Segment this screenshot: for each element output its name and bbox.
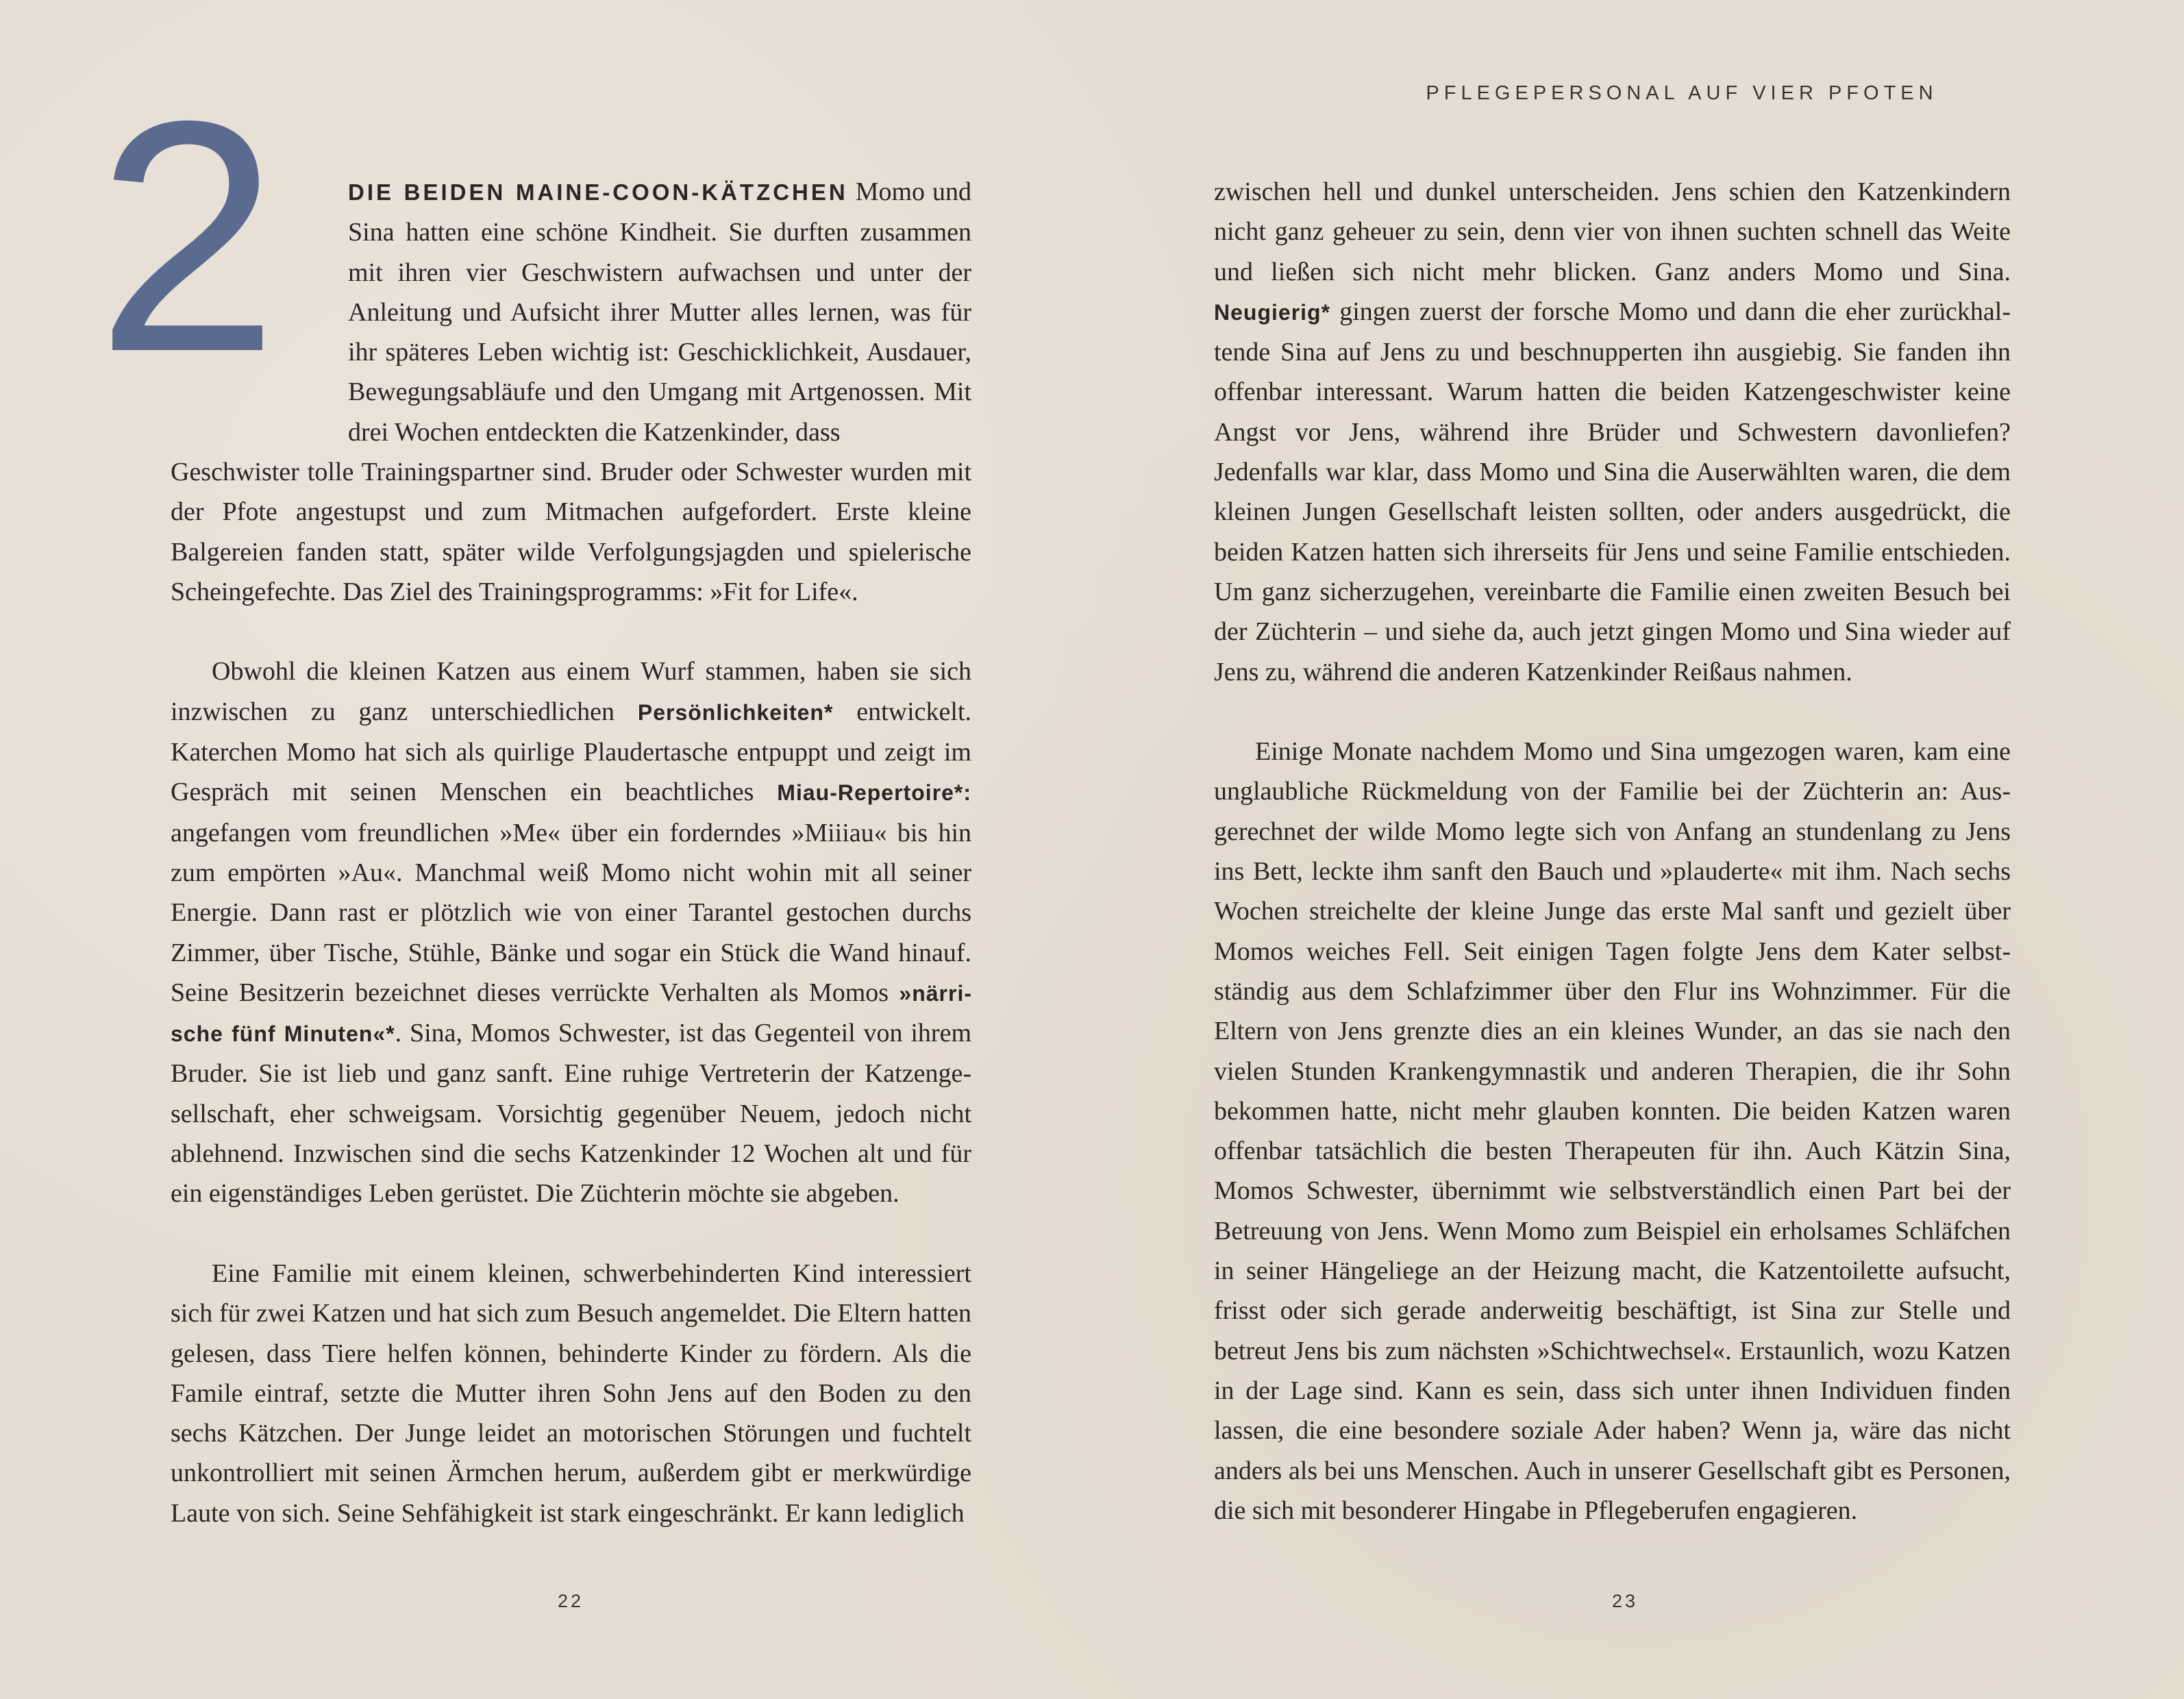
opening-paragraph bbox=[348, 172, 971, 452]
paragraph-2-text-c: angefangen vom freundlichen »Me« über ein forderndes »Miiiau« bis hin zum empörten »Au«. Manchmal weiß Momo nicht wohin mit all seiner Energie. Dann rast er plötzlich wie von einer Tarantel gestochen durchs Zimmer, über Tische, Stühle, Bänke und sogar ein Stück die Wand hinauf. Seine Besitzerin bezeichnet dieses verrückte Verhalten als Momos bbox=[171, 818, 971, 1007]
page-number-right: 23 bbox=[1611, 1591, 1639, 1611]
opening-text: Momo und Sina hatten eine schöne Kindheit. Sie durften zusammen mit ihren vier Geschwistern aufwachsen und unter der Anleitung und Aufsicht ihrer Mutter alles lernen, was für ihr späteres Leben wichtig ist: Geschicklichkeit, Ausdauer, Bewegungsabläufe und den Umgang mit Artgenossen. Mit drei Wochen entdeckten die Katzenkinder, dass bbox=[348, 177, 971, 447]
paragraph-4-text-a: zwischen hell und dunkel unterscheiden. Jens schien den Katzenkindern nicht ganz geheuer zu sein, denn vier von ihnen suchten schnell das Weite und ließen sich nicht mehr blicken. Ganz anders Momo und Sina. bbox=[1214, 177, 2011, 286]
paragraph-2-text-a: Obwohl die kleinen Katzen aus einem Wurf stammen, haben sie sich inzwischen zu ganz unterschiedlichen bbox=[171, 657, 971, 726]
paragraph-4 bbox=[1214, 172, 2011, 692]
paragraph-1-continued: Geschwister tolle Trainingspartner sind. Bruder oder Schwester wurden mit der Pfote angestupst und zum Mitmachen aufgefordert. Erste kleine Balgereien fanden statt, später wilde Verfolgungsjagden und spielerische Scheingefechte. Das Ziel des Trainingsprogramms: »Fit for Life«. bbox=[171, 458, 971, 606]
paragraph-3: Eine Familie mit einem kleinen, schwerbehinderten Kind interessiert sich für zwei Katzen und hat sich zum Besuch angemeldet. Die Eltern hatten gelesen, dass Tiere helfen können, behinderte Kinder zu fördern. Als die Famile eintraf, setzte die Mutter ihren Sohn Jens auf den Boden zu den sechs Kätzchen. Der Junge leidet an motorischen Störungen und fuchtelt unkontrolliert mit seinen Ärmchen herum, außerdem gibt er merkwürdige Laute von sich. Seine Sehfähigkeit ist stark eingeschränkt. Er kann lediglich bbox=[171, 1258, 971, 1528]
paragraph-2-text-b: entwickelt. Katerchen Momo hat sich als quirlige Plaudertasche entpuppt und zeigt im Gespräch mit seinen Menschen ein beachtliches bbox=[171, 697, 972, 807]
paragraph-2-text-d: . Sina, Momos Schwester, ist das Gegenteil von ihrem Bruder. Sie ist lieb und ganz sanft. Eine ruhige Vertreterin der Katzengesellschaft, eher schweigsam. Vorsichtig gegenüber Neuem, jedoch nicht ablehnend. Inzwischen sind die sechs Katzenkinder 12 Wochen alt und für ein eigenständiges Leben gerüstet. Die Züchterin möchte sie abgeben. bbox=[171, 1019, 971, 1208]
right-page bbox=[1092, 0, 2184, 1699]
keyword-miau-repertoire: Miau-Repertoire*: bbox=[777, 780, 971, 806]
opening-lead-in: DIE BEIDEN MAINE-COON-KÄTZCHEN bbox=[348, 179, 848, 205]
keyword-naerrische-fuenf-minuten: »närrische fünf Minuten«* bbox=[171, 980, 971, 1047]
keyword-persoenlichkeiten: Persönlichkeiten* bbox=[637, 699, 834, 725]
keyword-neugierig: Neugierig* bbox=[1214, 299, 1331, 325]
paragraph-5: Einige Monate nachdem Momo und Sina umgezogen waren, kam eine unglaubliche Rückmeldung von der Familie bei der Züchterin an: Ausgerechnet der wilde Momo legte sich von Anfang an stundenlang zu Jens ins Bett, leckte ihm sanft den Bauch und »plauderte« mit ihm. Nach sechs Wochen streichelte der kleine Junge das erste Mal sanft und gezielt über Momos weiches Fell. Seit einigen Tagen folgte Jens dem Kater selbstständig aus dem Schlafzimmer über den Flur ins Wohnzimmer. Für die Eltern von Jens grenzte dies an ein kleines Wunder, an das sie nach den vielen Stunden Krankengymnastik und anderen Therapien, die ihr Sohn bekommen hatte, nicht mehr glauben konnten. Die beiden Katzen waren offenbar tatsächlich die besten Therapeuten für ihn. Auch Kätzin Sina, Momos Schwester, übernimmt wie selbstverständlich einen Part bei der Betreuung von Jens. Wenn Momo zum Beispiel ein erholsames Schläfchen in seiner Hängeliege an der Heizung macht, die Katzentoilette aufsucht, frisst oder sich gerade anderweitig beschäftigt, ist Sina zur Stelle und betreut Jens bis zum nächsten »Schichtwechsel«. Erstaunlich, wozu Katzen in der Lage sind. Kann es sein, dass sich unter ihnen Individuen finden lassen, die eine besondere soziale Ader haben? Wenn ja, wäre das nicht anders als bei uns Menschen. Auch in unserer Gesellschaft gibt es Personen, die sich mit besonderer Hingabe in Pflegeberufen engagieren. bbox=[1214, 737, 2011, 1525]
running-head: PFLEGEPERSONAL AUF VIER PFOTEN bbox=[1426, 82, 1938, 104]
left-body-text bbox=[171, 452, 971, 1533]
paragraph-2 bbox=[171, 652, 971, 1213]
chapter-number-drop-cap: 2 bbox=[96, 52, 279, 420]
paragraph-4-text-b: gingen zuerst der forsche Momo und dann die eher zurückhaltende Sina auf Jens zu und beschnupperten ihn ausgiebig. Sie fanden ihn offenbar interessant. Warum hatten die beiden Katzengeschwister keine Angst vor Jens, während ihre Brüder und Schwestern davonliefen? Jedenfalls war klar, dass Momo und Sina die Auserwählten waren, die dem kleinen Jungen Gesellschaft leisten sollten, oder anders ausgedrückt, die beiden Katzen hatten sich ihrerseits für Jens und seine Familie entschieden. Um ganz sicherzugehen, vereinbarte die Familie einen zweiten Besuch bei der Züchterin – und siehe da, auch jetzt gingen Momo und Sina wieder auf Jens zu, während die anderen Katzenkinder Reißaus nahmen. bbox=[1214, 297, 2011, 686]
right-body-text bbox=[1214, 172, 2011, 1530]
page-number-left: 22 bbox=[557, 1591, 584, 1611]
